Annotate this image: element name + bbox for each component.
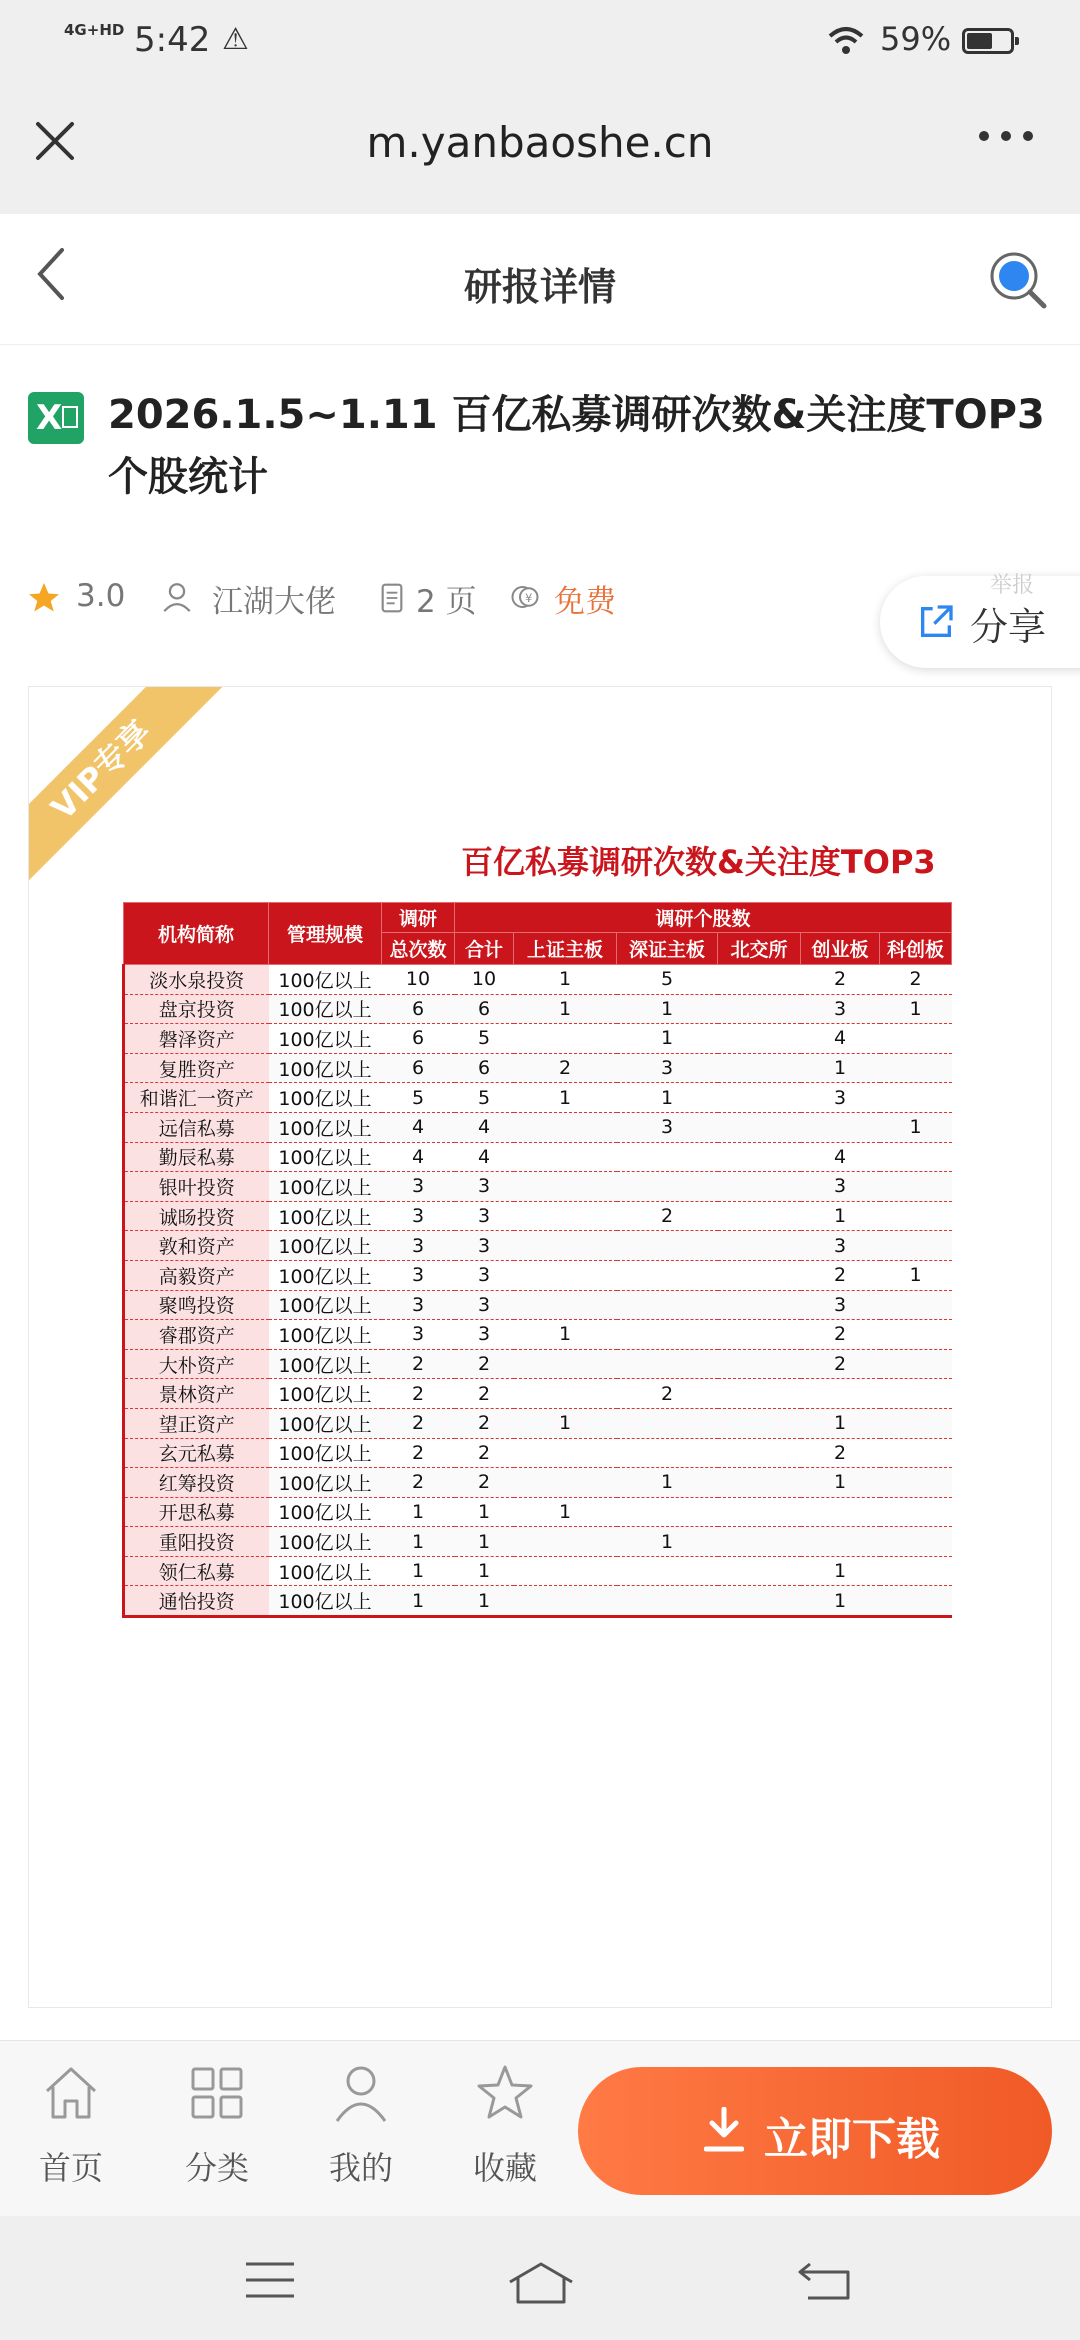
table-cell (718, 1260, 801, 1290)
more-options-icon[interactable] (976, 126, 1036, 146)
table-cell: 2 (455, 1349, 514, 1379)
rating-value: 3.0 (76, 578, 126, 614)
table-cell: 100亿以上 (269, 994, 382, 1024)
table-row (124, 1024, 952, 1054)
table-cell: 1 (514, 1408, 617, 1438)
clock: 5:42 (134, 20, 211, 60)
table-cell: 1 (617, 1024, 718, 1054)
table-cell (880, 1201, 952, 1231)
download-icon (704, 2107, 744, 2153)
org-name-cell: 敦和资产 (124, 1231, 269, 1261)
table-cell: 4 (455, 1112, 514, 1142)
table-cell (514, 1438, 617, 1468)
table-cell: 1 (455, 1497, 514, 1527)
document-preview[interactable] (28, 686, 1052, 2008)
table-cell: 1 (801, 1201, 880, 1231)
table-cell: 1 (801, 1556, 880, 1586)
nav-category[interactable]: 分类 (162, 2061, 272, 2189)
table-cell (880, 1527, 952, 1557)
table-cell (718, 1053, 801, 1083)
document-title: 2026.1.5~1.11 百亿私募调研次数&关注度TOP3个股统计 (108, 392, 1045, 500)
table-cell (718, 1320, 801, 1350)
table-cell: 2 (617, 1201, 718, 1231)
table-row (124, 1112, 952, 1142)
table-cell: 100亿以上 (269, 1438, 382, 1468)
nav-favorites[interactable]: 收藏 (450, 2061, 560, 2189)
table-cell (718, 965, 801, 995)
table-cell (718, 1024, 801, 1054)
star-icon (26, 580, 62, 616)
system-nav-bar (0, 2216, 1080, 2340)
header-group: 调研个股数 (455, 903, 952, 933)
table-cell (617, 1349, 718, 1379)
table-row (124, 994, 952, 1024)
table-cell (718, 1586, 801, 1617)
table-cell: 1 (455, 1586, 514, 1617)
network-indicator: 4G+HD (64, 21, 125, 39)
pages-icon (378, 582, 406, 614)
table-cell: 5 (382, 1083, 455, 1113)
table-cell (880, 1497, 952, 1527)
table-cell: 3 (801, 1290, 880, 1320)
table-cell: 3 (382, 1290, 455, 1320)
header-org: 机构简称 (124, 903, 269, 965)
org-name-cell: 玄元私募 (124, 1438, 269, 1468)
table-cell: 10 (455, 965, 514, 995)
table-cell: 1 (514, 1320, 617, 1350)
table-row (124, 1290, 952, 1320)
table-cell: 1 (514, 965, 617, 995)
table-cell: 2 (382, 1408, 455, 1438)
table-cell: 4 (382, 1112, 455, 1142)
table-cell: 3 (801, 1231, 880, 1261)
table-cell: 100亿以上 (269, 1201, 382, 1231)
table-cell: 3 (382, 1201, 455, 1231)
table-cell: 3 (801, 994, 880, 1024)
header-cyb: 创业板 (801, 933, 880, 965)
author-name[interactable]: 江湖大佬 (212, 584, 336, 620)
table-cell (718, 1379, 801, 1409)
table-cell (617, 1290, 718, 1320)
table-cell: 4 (801, 1024, 880, 1054)
table-cell: 3 (801, 1172, 880, 1202)
table-cell: 2 (455, 1408, 514, 1438)
table-cell (880, 1024, 952, 1054)
table-cell: 1 (514, 994, 617, 1024)
table-cell (718, 1083, 801, 1113)
share-icon (916, 602, 956, 642)
org-name-cell: 勤辰私募 (124, 1142, 269, 1172)
table-cell (718, 1556, 801, 1586)
table-cell: 100亿以上 (269, 1024, 382, 1054)
org-name-cell: 复胜资产 (124, 1053, 269, 1083)
table-cell: 2 (617, 1379, 718, 1409)
table-title: 百亿私募调研次数&关注度TOP3 (461, 843, 936, 881)
url-text[interactable]: m.yanbaoshe.cn (366, 118, 714, 167)
table-cell (718, 994, 801, 1024)
org-name-cell: 和谐汇一资产 (124, 1083, 269, 1113)
table-cell: 1 (617, 1527, 718, 1557)
table-cell (718, 1142, 801, 1172)
table-row (124, 1172, 952, 1202)
header-bj: 北交所 (718, 933, 801, 965)
table-cell (718, 1349, 801, 1379)
table-cell (617, 1260, 718, 1290)
table-cell: 2 (514, 1053, 617, 1083)
table-cell: 1 (382, 1497, 455, 1527)
battery-percent: 59% (880, 20, 952, 58)
table-cell: 3 (617, 1053, 718, 1083)
table-cell: 100亿以上 (269, 1586, 382, 1617)
table-cell: 100亿以上 (269, 1053, 382, 1083)
header-total-bottom: 总次数 (382, 933, 455, 965)
user-icon (329, 2061, 393, 2125)
table-cell (617, 1320, 718, 1350)
table-row (124, 1468, 952, 1498)
table-cell: 6 (382, 994, 455, 1024)
table-cell (514, 1024, 617, 1054)
table-row (124, 1379, 952, 1409)
table-row (124, 1438, 952, 1468)
table-cell (514, 1349, 617, 1379)
table-cell (880, 1320, 952, 1350)
table-cell (514, 1112, 617, 1142)
table-cell: 100亿以上 (269, 1172, 382, 1202)
home-button-icon[interactable] (506, 2260, 576, 2304)
table-cell: 3 (455, 1260, 514, 1290)
org-name-cell: 聚鸣投资 (124, 1290, 269, 1320)
table-cell: 100亿以上 (269, 1527, 382, 1557)
org-name-cell: 望正资产 (124, 1408, 269, 1438)
table-cell (880, 1556, 952, 1586)
table-cell: 100亿以上 (269, 965, 382, 995)
table-cell: 1 (617, 1083, 718, 1113)
org-name-cell: 盘京投资 (124, 994, 269, 1024)
table-cell (617, 1438, 718, 1468)
table-cell (880, 1379, 952, 1409)
table-cell (718, 1527, 801, 1557)
table-cell: 2 (880, 965, 952, 995)
table-cell: 2 (455, 1438, 514, 1468)
table-cell (801, 1379, 880, 1409)
battery-icon (962, 28, 1014, 54)
vip-badge: VIP专享 (28, 686, 226, 895)
org-name-cell: 睿郡资产 (124, 1320, 269, 1350)
table-cell (880, 1586, 952, 1617)
table-cell (514, 1468, 617, 1498)
table-cell: 2 (801, 1438, 880, 1468)
table-cell: 2 (801, 965, 880, 995)
report-link[interactable]: 举报 (990, 573, 1035, 598)
status-bar (0, 0, 1080, 86)
org-name-cell: 领仁私募 (124, 1556, 269, 1586)
table-cell: 2 (382, 1349, 455, 1379)
table-cell (801, 1112, 880, 1142)
nav-mine[interactable]: 我的 (306, 2061, 416, 2189)
table-cell: 100亿以上 (269, 1260, 382, 1290)
org-name-cell: 远信私募 (124, 1112, 269, 1142)
table-cell: 100亿以上 (269, 1231, 382, 1261)
table-cell (880, 1290, 952, 1320)
header-kcb: 科创板 (880, 933, 952, 965)
table-cell: 2 (801, 1260, 880, 1290)
table-cell: 3 (455, 1201, 514, 1231)
org-name-cell: 通怡投资 (124, 1586, 269, 1617)
table-cell: 3 (382, 1231, 455, 1261)
page-title: 研报详情 (463, 265, 616, 309)
table-cell (514, 1142, 617, 1172)
table-cell: 100亿以上 (269, 1379, 382, 1409)
table-cell (880, 1408, 952, 1438)
table-cell (718, 1172, 801, 1202)
header-sh: 上证主板 (514, 933, 617, 965)
excel-file-icon: X (28, 392, 84, 444)
table-cell: 5 (455, 1024, 514, 1054)
table-cell (514, 1556, 617, 1586)
table-cell: 100亿以上 (269, 1556, 382, 1586)
table-cell (617, 1497, 718, 1527)
table-cell: 1 (880, 1112, 952, 1142)
table-cell: 1 (514, 1083, 617, 1113)
table-cell: 3 (382, 1320, 455, 1350)
table-cell: 2 (801, 1320, 880, 1350)
org-name-cell: 开思私募 (124, 1497, 269, 1527)
page-count: 2 页 (416, 584, 477, 620)
table-cell (880, 1438, 952, 1468)
back-button-icon[interactable] (796, 2260, 852, 2300)
org-name-cell: 银叶投资 (124, 1172, 269, 1202)
table-cell: 1 (382, 1527, 455, 1557)
table-cell (718, 1112, 801, 1142)
table-cell (880, 1349, 952, 1379)
table-cell (718, 1231, 801, 1261)
table-cell: 2 (382, 1438, 455, 1468)
table-cell: 3 (617, 1112, 718, 1142)
table-cell: 100亿以上 (269, 1290, 382, 1320)
table-cell: 5 (617, 965, 718, 995)
bottom-nav (0, 2040, 1080, 2217)
table-cell: 100亿以上 (269, 1408, 382, 1438)
share-label: 分享 (970, 605, 1047, 649)
table-cell: 100亿以上 (269, 1497, 382, 1527)
table-cell: 3 (382, 1172, 455, 1202)
table-cell: 1 (382, 1586, 455, 1617)
table-row (124, 1408, 952, 1438)
table-cell: 1 (617, 994, 718, 1024)
table-cell: 2 (382, 1468, 455, 1498)
svg-text:¥: ¥ (525, 592, 533, 605)
org-name-cell: 景林资产 (124, 1379, 269, 1409)
table-cell: 3 (455, 1290, 514, 1320)
table-cell: 5 (455, 1083, 514, 1113)
org-name-cell: 重阳投资 (124, 1527, 269, 1557)
table-row (124, 1260, 952, 1290)
header-sz: 深证主板 (617, 933, 718, 965)
table-cell: 1 (801, 1468, 880, 1498)
table-row (124, 1527, 952, 1557)
nav-home[interactable]: 首页 (16, 2061, 126, 2189)
table-cell (514, 1527, 617, 1557)
table-cell (514, 1586, 617, 1617)
star-outline-icon (473, 2061, 537, 2125)
download-label: 立即下载 (764, 2114, 940, 2165)
table-cell (718, 1497, 801, 1527)
table-cell (718, 1408, 801, 1438)
table-cell: 1 (801, 1053, 880, 1083)
table-cell (617, 1586, 718, 1617)
home-icon (39, 2061, 103, 2125)
alert-icon: ⚠ (222, 22, 249, 57)
table-cell (880, 1172, 952, 1202)
table-cell: 6 (455, 994, 514, 1024)
price-label: 免费 (554, 584, 616, 620)
table-cell: 1 (382, 1556, 455, 1586)
share-button[interactable] (880, 573, 1080, 668)
search-icon[interactable] (988, 250, 1048, 310)
table-cell (514, 1290, 617, 1320)
table-cell: 4 (801, 1142, 880, 1172)
table-row (124, 1320, 952, 1350)
org-name-cell: 淡水泉投资 (124, 965, 269, 995)
table-cell: 1 (801, 1586, 880, 1617)
table-cell (880, 1142, 952, 1172)
header-total-top: 调研 (382, 903, 455, 933)
table-cell (514, 1172, 617, 1202)
org-name-cell: 诚旸投资 (124, 1201, 269, 1231)
table-cell (880, 1468, 952, 1498)
grid-icon (185, 2061, 249, 2125)
table-cell (718, 1438, 801, 1468)
table-row (124, 1497, 952, 1527)
table-cell (880, 1053, 952, 1083)
table-cell: 6 (455, 1053, 514, 1083)
table-cell: 3 (455, 1320, 514, 1350)
table-cell (514, 1260, 617, 1290)
org-name-cell: 高毅资产 (124, 1260, 269, 1290)
table-cell (801, 1527, 880, 1557)
table-cell: 100亿以上 (269, 1112, 382, 1142)
table-cell: 3 (455, 1172, 514, 1202)
table-cell (718, 1290, 801, 1320)
table-cell (880, 1231, 952, 1261)
table-cell (718, 1201, 801, 1231)
table-row (124, 1053, 952, 1083)
table-cell (880, 1083, 952, 1113)
table-cell (718, 1468, 801, 1498)
table-cell (514, 1379, 617, 1409)
table-cell: 4 (455, 1142, 514, 1172)
table-cell: 3 (801, 1083, 880, 1113)
table-cell: 3 (455, 1231, 514, 1261)
table-row (124, 1349, 952, 1379)
table-cell (617, 1408, 718, 1438)
table-row (124, 1556, 952, 1586)
table-cell: 6 (382, 1053, 455, 1083)
table-cell: 100亿以上 (269, 1349, 382, 1379)
table-row (124, 1586, 952, 1617)
header-sum: 合计 (455, 933, 514, 965)
table-cell: 2 (801, 1349, 880, 1379)
table-cell: 100亿以上 (269, 1083, 382, 1113)
table-cell: 1 (880, 1260, 952, 1290)
table-row (124, 965, 952, 995)
table-cell (617, 1556, 718, 1586)
table-cell: 1 (514, 1497, 617, 1527)
table-cell: 1 (617, 1468, 718, 1498)
table-cell: 4 (382, 1142, 455, 1172)
research-table (122, 902, 952, 1618)
table-cell: 2 (382, 1379, 455, 1409)
user-icon (160, 580, 194, 614)
table-cell: 1 (455, 1556, 514, 1586)
download-button[interactable] (578, 2067, 1052, 2195)
table-cell (514, 1231, 617, 1261)
table-cell (617, 1142, 718, 1172)
table-row (124, 1201, 952, 1231)
table-cell (801, 1497, 880, 1527)
table-cell: 1 (455, 1527, 514, 1557)
menu-icon[interactable] (244, 2260, 296, 2300)
table-cell (617, 1231, 718, 1261)
table-row (124, 1231, 952, 1261)
table-cell (617, 1172, 718, 1202)
table-cell: 10 (382, 965, 455, 995)
table-row (124, 1083, 952, 1113)
header-scale: 管理规模 (269, 903, 382, 965)
table-cell: 1 (880, 994, 952, 1024)
table-cell: 100亿以上 (269, 1320, 382, 1350)
table-row (124, 1142, 952, 1172)
table-cell: 6 (382, 1024, 455, 1054)
table-cell: 100亿以上 (269, 1468, 382, 1498)
wifi-icon (828, 26, 864, 56)
table-cell: 100亿以上 (269, 1142, 382, 1172)
table-cell (514, 1201, 617, 1231)
table-cell: 2 (455, 1468, 514, 1498)
table-cell: 1 (801, 1408, 880, 1438)
table-cell: 3 (382, 1260, 455, 1290)
coins-icon (510, 582, 540, 612)
browser-url-bar (0, 86, 1080, 214)
org-name-cell: 大朴资产 (124, 1349, 269, 1379)
table-cell: 2 (455, 1379, 514, 1409)
org-name-cell: 磐泽资产 (124, 1024, 269, 1054)
page-header (0, 214, 1080, 345)
org-name-cell: 红筹投资 (124, 1468, 269, 1498)
